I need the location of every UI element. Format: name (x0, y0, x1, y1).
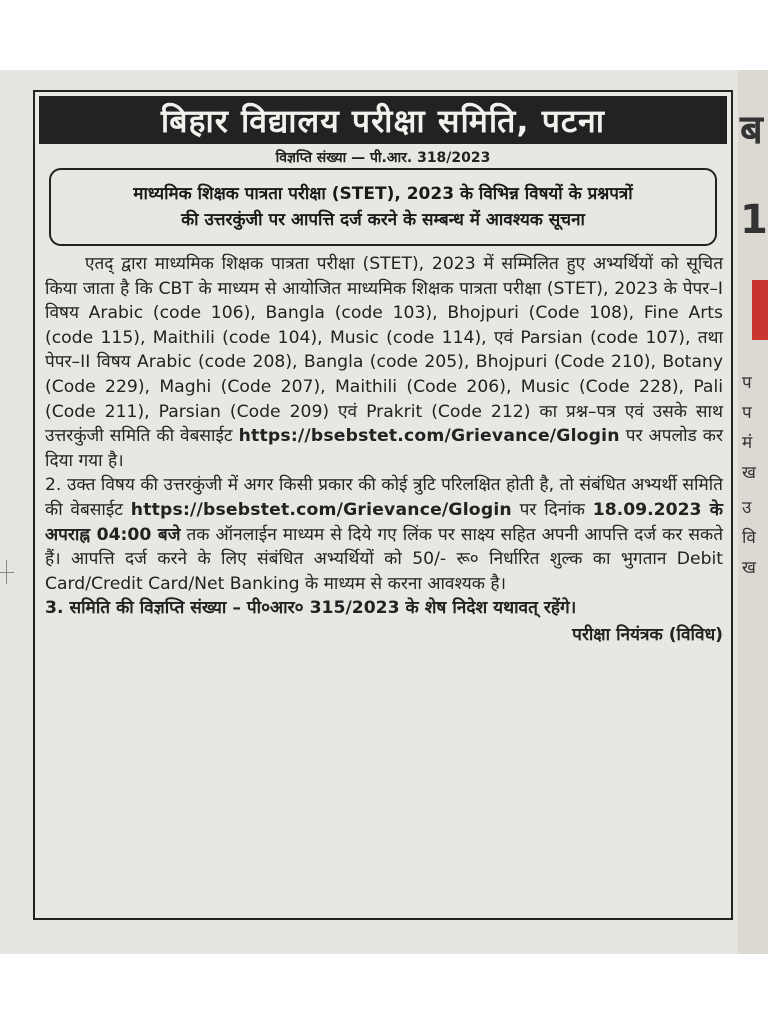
paragraph-2-rest: तक ऑनलाईन माध्यम से दिये गए लिंक पर साक्ष्य सहित अपनी आपत्ति दर्ज कर सकते हैं। आपत्ति दर्ज करने के लिए संबंधित अभ्यर्थियों को 50/- रू० निर्धारित शुल्क का भुगतान Debit Card/Credit Card/Net Banking के माध्यम से करना आवश्यक है। (45, 524, 723, 594)
fragment-glyph: ख (742, 463, 756, 483)
deadline: 18.09.2023 के अपराह्न 04:00 बजे (45, 499, 723, 545)
grievance-url[interactable]: https://bsebstet.com/Grievance/Glogin (238, 426, 620, 447)
reference-number: विज्ञप्ति संख्या — पी.आर. 318/2023 (275, 150, 491, 166)
subject-line-1: माध्यमिक शिक्षक पात्रता परीक्षा (STET), 2023 के विभिन्न विषयों के प्रश्नपत्रों (133, 183, 633, 204)
subject-line-2: की उत्तरकुंजी पर आपत्ति दर्ज करने के सम्बन्ध में आवश्यक सूचना (181, 210, 585, 230)
subject-box (49, 168, 717, 246)
paragraph-2 (45, 473, 723, 596)
fragment-glyph: 1 (740, 197, 768, 243)
fragment-glyph: वि (742, 528, 756, 548)
notice-title: बिहार विद्यालय परीक्षा समिति, पटना (39, 96, 727, 144)
paragraph-3 (45, 596, 723, 621)
paragraph-1-text: एतद् द्वारा माध्यमिक शिक्षक पात्रता परीक्षा (STET), 2023 में सम्मिलित हुए अभ्यर्थियों को सूचित किया जाता है कि CBT के माध्यम से आयोजित माध्यमिक शिक्षक पात्रता परीक्षा (STET), 2023 के पेपर–I विषय Arabic (code 106), Bangla (code 103), Bhojpuri (Code 108), Fine Arts (code 115), Maithili (code 104), Music (code 114), एवं Parsian (code 107), तथा पेपर–II विषय Arabic (code 208), Bangla (code 205), Bhojpuri (Code 210), Botany (Code 229), Maghi (Code 207), Maithili (Code 206), Music (Code 228), Pali (Code 211), Parsian (Code 209) एवं Prakrit (Code 212) का प्रश्न–पत्र एवं उसके साथ उत्तरकुंजी समिति की वेबसाईट (45, 254, 723, 447)
notice-body (45, 252, 723, 648)
fragment-glyph: प (742, 403, 752, 423)
notice-box (33, 90, 733, 920)
paragraph-2-text: उक्त विषय की उत्तरकुंजी में अगर किसी प्रकार की कोई त्रुटि परिलक्षित होती है, तो संबंधित अभ्यर्थी समिति की वेबसाईट (45, 475, 723, 520)
fragment-glyph: मं (742, 433, 753, 453)
paragraph-3-text: समिति की विज्ञप्ति संख्या – पी०आर० 315/2023 के शेष निदेश यथावत् रहेंगे। (69, 598, 577, 619)
paragraph-1-end: पर अपलोड कर दिया गया है। (45, 426, 724, 471)
fragment-glyph: उ (742, 498, 752, 518)
adjacent-column-fragment (738, 70, 768, 954)
fragment-glyph: ख (742, 558, 756, 578)
paragraph-2-on-date: पर दिनांक (519, 499, 585, 520)
paragraph-2-number: 2. (45, 475, 62, 496)
color-block (752, 280, 768, 340)
paragraph-3-number: 3. (45, 598, 64, 619)
fragment-glyph: प (742, 373, 752, 393)
fragment-glyph: ब (740, 107, 763, 153)
paragraph-1 (45, 252, 723, 473)
registration-mark (0, 560, 14, 584)
signature: परीक्षा नियंत्रक (विविध) (572, 624, 723, 645)
grievance-url[interactable]: https://bsebstet.com/Grievance/Glogin (130, 499, 512, 520)
